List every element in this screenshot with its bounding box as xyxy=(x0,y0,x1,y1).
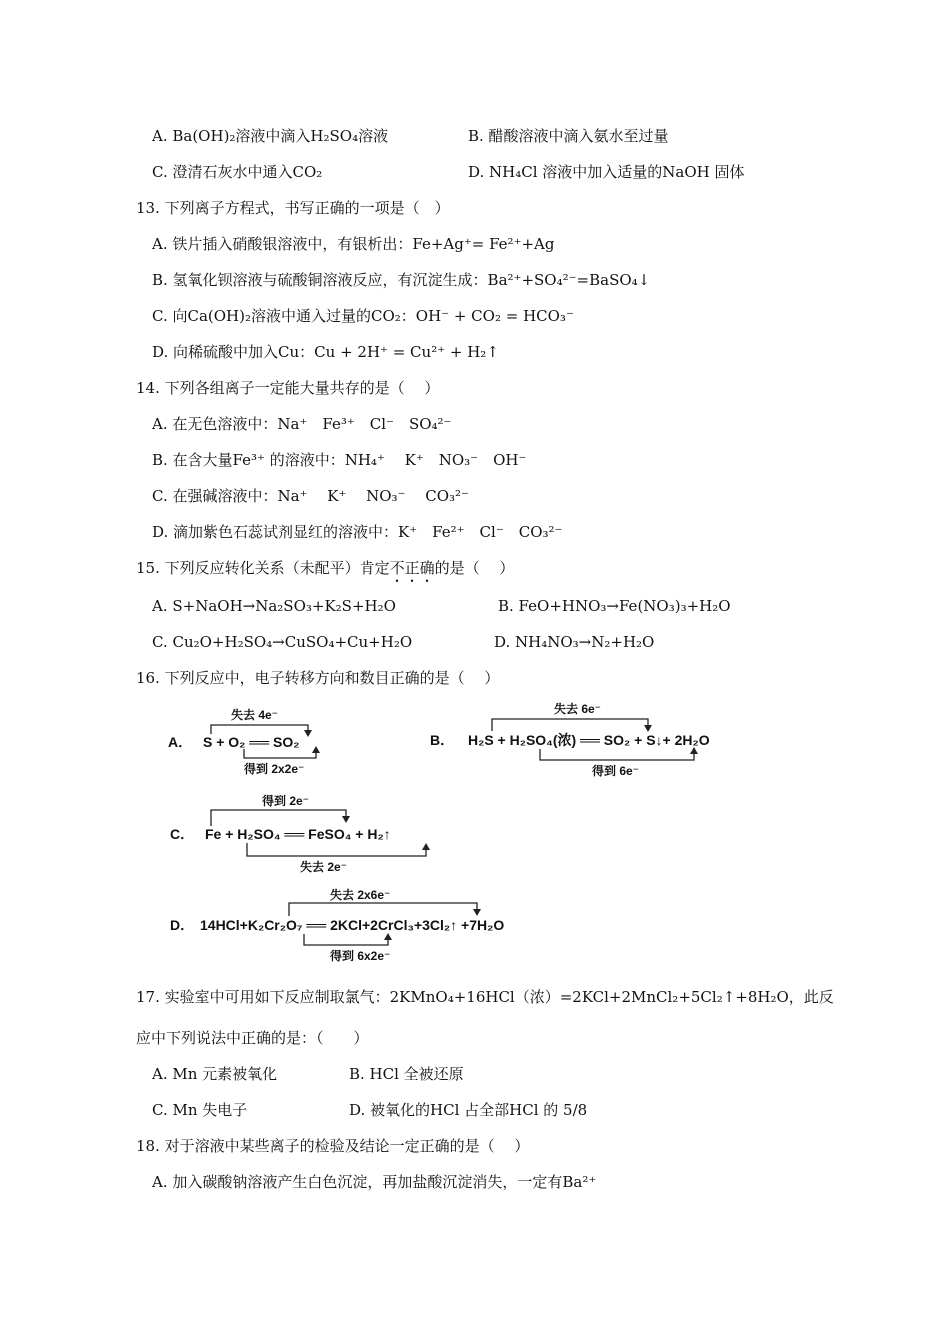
diagram-b-top-label: 失去 6e⁻ xyxy=(554,702,602,716)
q14-option-d: D. 滴加紫色石蕊试剂显红的溶液中：K⁺ Fe²⁺ Cl⁻ CO₃²⁻ xyxy=(152,523,563,541)
diagram-c-bottom-label: 失去 2e⁻ xyxy=(300,860,348,874)
q12-option-a: A. Ba(OH)₂溶液中滴入H₂SO₄溶液 xyxy=(152,127,389,145)
diagram-c-top-label: 得到 2e⁻ xyxy=(262,794,310,808)
q18-option-a: A. 加入碳酸钠溶液产生白色沉淀，再加盐酸沉淀消失，一定有Ba²⁺ xyxy=(152,1173,597,1191)
q13-option-c: C. 向Ca(OH)₂溶液中通入过量的CO₂：OH⁻ + CO₂ = HCO₃⁻ xyxy=(152,307,574,325)
diagram-b-equation: H₂S + H₂SO₄(浓) ══ SO₂ + S↓+ 2H₂O xyxy=(468,732,710,748)
q14-option-b: B. 在含大量Fe³⁺ 的溶液中：NH₄⁺ K⁺ NO₃⁻ OH⁻ xyxy=(152,451,527,469)
q15-option-c: C. Cu₂O+H₂SO₄→CuSO₄+Cu+H₂O xyxy=(152,633,413,651)
q17-option-a: A. Mn 元素被氧化 xyxy=(152,1065,278,1083)
q12-option-b: B. 醋酸溶液中滴入氨水至过量 xyxy=(468,127,669,145)
q13-option-b: B. 氢氧化钡溶液与硫酸铜溶液反应，有沉淀生成：Ba²⁺+SO₄²⁻=BaSO₄↓ xyxy=(152,271,651,289)
q13-option-d: D. 向稀硫酸中加入Cu：Cu + 2H⁺ = Cu²⁺ + H₂↑ xyxy=(152,343,499,361)
q17-option-d: D. 被氧化的HCl 占全部HCl 的 5/8 xyxy=(349,1101,588,1119)
q12-option-c: C. 澄清石灰水中通入CO₂ xyxy=(152,163,323,181)
diagram-d-top-label: 失去 2x6e⁻ xyxy=(330,888,391,902)
q13-stem: 13. 下列离子方程式，书写正确的一项是（ ） xyxy=(136,199,450,217)
q17-stem-line2: 应中下列说法中正确的是：（ ） xyxy=(136,1029,369,1047)
q13-option-a: A. 铁片插入硝酸银溶液中，有银析出：Fe+Ag⁺= Fe²⁺+Ag xyxy=(152,235,555,253)
q15-stem-post: 的是（ ） xyxy=(434,559,515,577)
q17-option-b: B. HCl 全被还原 xyxy=(349,1065,464,1083)
q14-option-a: A. 在无色溶液中：Na⁺ Fe³⁺ Cl⁻ SO₄²⁻ xyxy=(152,415,452,433)
q15-stem-pre: 15. 下列反应转化关系（未配平）肯定 xyxy=(136,559,390,577)
q12-option-d: D. NH₄Cl 溶液中加入适量的NaOH 固体 xyxy=(468,163,745,181)
diagram-a-bottom-label: 得到 2x2e⁻ xyxy=(244,762,305,776)
q14-option-c: C. 在强碱溶液中：Na⁺ K⁺ NO₃⁻ CO₃²⁻ xyxy=(152,487,469,505)
q15-stem-emphasis: 不正确 xyxy=(389,559,435,577)
q17-option-c: C. Mn 失电子 xyxy=(152,1101,248,1119)
q15-option-b: B. FeO+HNO₃→Fe(NO₃)₃+H₂O xyxy=(498,597,731,615)
diagram-a-equation: S + O₂ ══ SO₂ xyxy=(203,734,300,750)
q15-option-a: A. S+NaOH→Na₂SO₃+K₂S+H₂O xyxy=(152,597,396,615)
diagram-a-top-label: 失去 4e⁻ xyxy=(231,708,279,722)
q15-option-d: D. NH₄NO₃→N₂+H₂O xyxy=(494,633,655,651)
diagram-c-label: C． xyxy=(170,826,195,842)
diagram-d-bottom-label: 得到 6x2e⁻ xyxy=(330,949,391,963)
diagram-c-equation: Fe + H₂SO₄ ══ FeSO₄ + H₂↑ xyxy=(205,826,391,842)
diagram-d-label: D． xyxy=(170,917,195,933)
q18-stem: 18. 对于溶液中某些离子的检验及结论一定正确的是（ ） xyxy=(136,1137,530,1155)
q16-stem: 16. 下列反应中，电子转移方向和数目正确的是（ ） xyxy=(136,669,500,687)
q17-stem-line1: 17. 实验室中可用如下反应制取氯气：2KMnO₄+16HCl（浓）=2KCl+2MnCl₂+5Cl₂↑+8H₂O，此反 xyxy=(136,988,834,1006)
diagram-d-equation: 14HCl+K₂Cr₂O₇ ══ 2KCl+2CrCl₃+3Cl₂↑ +7H₂O xyxy=(200,917,505,933)
diagram-b-label: B． xyxy=(430,732,455,748)
diagram-b-bottom-label: 得到 6e⁻ xyxy=(592,764,640,778)
diagram-a-label: A． xyxy=(168,734,193,750)
q14-stem: 14. 下列各组离子一定能大量共存的是（ ） xyxy=(136,379,440,397)
